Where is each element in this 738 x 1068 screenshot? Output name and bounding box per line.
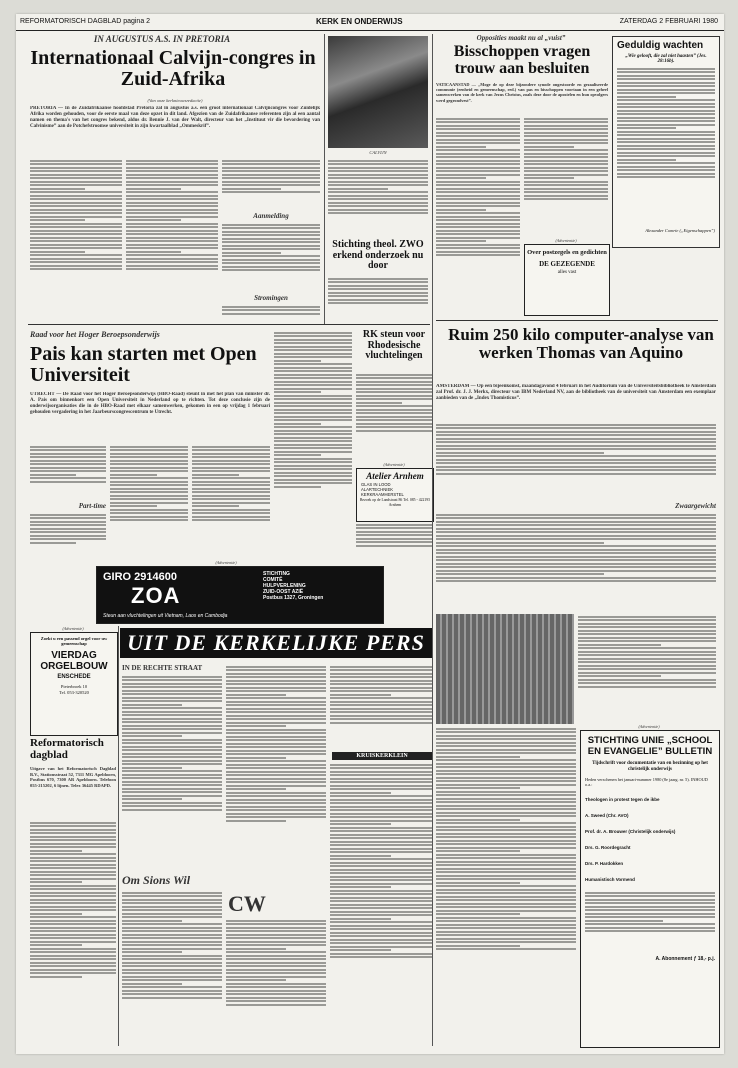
kerkpers-source-1: IN DE RECHTE STRAAT	[122, 664, 203, 672]
openuni-lead: UTRECHT — De Raad voor het Hoger Beroepsonderwijs (HBO-Raad) steunt in met het plan van minister dr. A. Pais om binnenkort een Open Universiteit in Nederland op te richten. Tot deze conclusie zijn de onderwijsorganisaties die in de HBO-Raad met elkaar samenwerken, gekomen in een op vrijdag 1 februari gehouden vergadering in het Jaarbeurscongrescentrum te Utrecht.	[30, 392, 270, 415]
header-section: KERK EN ONDERWIJS	[316, 17, 403, 26]
kerkpers-col-2	[226, 664, 326, 890]
orgelbouw-title: VIERDAG ORGELBOUW	[40, 650, 108, 672]
kerkpers-col-3	[330, 664, 432, 750]
computer-body-3	[578, 614, 716, 720]
column-rule	[432, 34, 433, 1046]
newspaper-page	[16, 14, 724, 1054]
stichting-headline: Stichting theol. ZWO erkend onderzoek nu door	[332, 239, 424, 271]
evangelie-body	[585, 892, 715, 952]
computer-body-2	[436, 512, 716, 612]
geduldig-quote: „Wie gelooft, die zal niet haasten” (Jes. 28:16b).	[625, 54, 707, 64]
calvijn-kicker: IN AUGUSTUS A.S. IN PRETORIA	[93, 34, 231, 44]
refdag-colofon	[30, 820, 116, 1046]
refdag-info: Uitgave van het Reformatorisch Dagblad B.V., Stationsstraat 52, 7311 MG Apeldoorn, Postbus 670, 7300 AR Apeldoorn. Telefoon 055-215202, 6 lijnen. Telex 36445 RDAPD.	[30, 766, 116, 788]
bisschoppen-col-1	[436, 116, 520, 316]
kerkpers-col-1b	[122, 890, 222, 1046]
openuni-subhead: Part-time	[78, 502, 106, 510]
header-date: ZATERDAG 2 FEBRUARI 1980	[619, 18, 718, 25]
computer-photo	[436, 614, 574, 724]
stichting-col	[328, 276, 428, 320]
evangelie-item: A. Sweed (Chr. AVO)	[585, 812, 629, 818]
calvijn-col-3	[222, 158, 320, 208]
calvijn-subhead-aanmelding: Aanmelding	[253, 212, 289, 220]
openuni-col-2b	[192, 444, 270, 558]
atelier-name: Atelier Arnhem	[366, 471, 424, 481]
bisschoppen-lead: VATICAANSTAD — „Moge de op deze bijzondere synode ongestoorde en gezaaliseerde communie (eenheid en gemeenschap, red.) van pas en bisschoppen voortaan in een geheel samenwerken van de kerk van Jezus Christus, zoals deze door de apostelen en hun opvolgers werd gegrondvest”.	[436, 82, 608, 103]
atelier-ad	[356, 468, 434, 522]
atelier-item: KERKRAAMHERSTEL	[361, 492, 404, 497]
orgelbouw-ad	[30, 632, 118, 736]
calvijn-headline: Internationaal Calvijn-congres in Zuid-Afrika	[30, 47, 316, 90]
openuni-col-3	[274, 330, 352, 558]
kerkpers-col-3b	[330, 762, 432, 1046]
geduldig-title: Geduldig wachten	[617, 40, 704, 51]
kerkpers-col-2b	[226, 918, 326, 1046]
calvijn-col-3c	[222, 304, 320, 320]
evangelie-item: Prof. dr. A. Brouwer (Christelijk onderwijs)	[585, 828, 676, 834]
gezegende-label: (Advertentie)	[555, 238, 577, 243]
calvijn-byline: (Van onze kerknieuwsredactie)	[147, 98, 203, 103]
kerkpers-banner: UIT DE KERKELIJKE PERS	[120, 628, 432, 658]
orgelbouw-city: ENSCHEDE	[57, 674, 91, 680]
column-rule	[118, 626, 119, 1046]
atelier-label: (Advertentie)	[383, 462, 405, 467]
evangelie-item: Drs. P. Hardokken	[585, 860, 624, 866]
geduldig-body	[613, 64, 719, 228]
computer-lead: AMSTERDAM — Op een bijeenkomst, maandagavond 4 februari in het Auditorium van de Universiteitsbibliotheek te Amsterdam zal Prof. dr. J. J. Merkx, directeur van IBM Nederland NV, aan de bibliotheek van de universiteit van Amsterdam een exemplaar aanbieden van de „Index Thomisticus”.	[436, 384, 716, 401]
column-rule	[324, 34, 325, 324]
openuni-col-2	[110, 444, 188, 558]
gezegende-ad	[524, 244, 610, 316]
calvijn-col-1	[30, 158, 122, 318]
calvijn-caption: CALVIJN	[369, 150, 387, 155]
kerkpers-source-4: CW	[228, 892, 266, 916]
geduldig-author: Alexander Comrie („Eigenschappen”)	[645, 228, 715, 233]
evangelie-item: Humanistisch Vormend	[585, 876, 635, 882]
zoa-giro: GIRO 2914600	[103, 571, 177, 583]
gezegende-title: Over postzegels en gedichten	[527, 249, 607, 256]
header-left: REFORMATORISCH DAGBLAD pagina 2	[20, 18, 151, 25]
refdag-title: Reformatorisch dagblad	[30, 737, 104, 761]
bisschoppen-col-2	[524, 116, 608, 236]
openuni-col-1	[30, 444, 106, 500]
zoa-logo: ZOA	[131, 583, 181, 608]
evangelie-intro: Heden verschenen het januari-nummer 1980 (8e jaarg. nr. 5). INHOUD o.a.:	[585, 777, 708, 788]
bisschoppen-kicker: Opposities maakt nu al „vuist”	[476, 34, 566, 42]
rk-col	[356, 372, 432, 460]
computer-subhead: Zwaargewicht	[675, 502, 716, 510]
atelier-address: Bezoek op de Landstraat 86 Tel. 085 - 422195 Arnhem	[359, 498, 431, 507]
calvijn-lead: PRETORIA — In de Zuidafrikaanse hoofdstad Pretoria zal in augustus a.s. een groot internationaal Calvijncongres voor Zuidelijk Afrika worden gehouden, voor de eerste maal van deze opzet in dit land. Afgezien van de Zuidafrikaanse referenten zijn al een aantal namen en thema's van het congres bekend, aldus dr. Bennie J. van der Walt, directeur van het „Instituut vir die bevordering van Calvinisme” aan de Potchefstroomse universiteit in zijn kwartaalblad „Ommeskrif”.	[30, 106, 320, 129]
calvijn-portrait	[328, 36, 428, 148]
openuni-kicker: Raad voor het Hoger Beroepsonderwijs	[30, 330, 160, 339]
kerkpers-source-2: Om Sions Wil	[122, 874, 191, 887]
evangelie-item: Drs. G. Roordegracht	[585, 844, 631, 850]
divider	[28, 324, 430, 325]
page-header	[16, 14, 724, 31]
kerkpers-source-3: KRUISKERKLEIN	[332, 752, 432, 760]
divider	[436, 320, 718, 321]
evangelie-label: (Advertentie)	[638, 724, 660, 729]
calvijn-col-2	[126, 158, 218, 318]
calvijn-subhead-stromingen: Stromingen	[254, 294, 288, 302]
evangelie-title: STICHTING UNIE „SCHOOL EN EVANGELIE” BULLETIN	[587, 735, 713, 757]
bisschoppen-headline: Bisschoppen vragen trouw aan besluiten	[453, 43, 591, 77]
computer-headline: Ruim 250 kilo computer-analyse van werken Thomas van Aquino	[448, 325, 714, 362]
gezegende-name: DE GEZEGENDE	[539, 260, 595, 268]
calvijn-col-4	[328, 158, 428, 238]
zoa-address: STICHTING COMITÉ HULPVERLENING ZUID-OOST AZIË Postbus 1327, Groningen	[263, 571, 324, 601]
gezegende-note: alles vast	[557, 270, 577, 275]
calvijn-col-3b	[222, 222, 320, 292]
openuni-headline: Pais kan starten met Open Universiteit	[30, 343, 257, 386]
evangelie-footer: A. Abonnement ƒ 18,- p.j.	[655, 955, 715, 962]
computer-body	[436, 422, 716, 500]
evangelie-item: Theologen in protest tegen de ikbe	[585, 796, 660, 802]
evangelie-sub: Tijdschrift voor documentatie van en bezinning op het christelijk onderwijs	[592, 761, 708, 772]
rk-col-2	[356, 522, 432, 558]
openuni-col-1b	[30, 512, 106, 558]
kerkpers-col-4	[436, 726, 576, 1046]
geduldig-box	[612, 36, 720, 248]
orgelbouw-label: (Advertentie)	[62, 626, 84, 631]
kerkpers-col-1	[122, 674, 222, 870]
zoa-ad	[96, 566, 384, 624]
atelier-item: ALARTECHNIEK	[361, 487, 394, 492]
orgelbouw-address: Pieterbroek 10 Tel. 053-320520	[59, 684, 89, 695]
rk-headline: RK steun voor Rhodesische vluchtelingen	[362, 329, 426, 361]
orgelbouw-intro: Zoekt u een passend orgel voor uw gemeenschap	[40, 636, 108, 646]
atelier-item: GLAS IN LOOD	[361, 482, 391, 487]
evangelie-ad	[580, 730, 720, 1048]
zoa-slogan: Steun aan vluchtelingen uit Vietnam, Laos en Cambodja	[103, 613, 228, 619]
giro-label: (Advertentie)	[215, 560, 237, 565]
